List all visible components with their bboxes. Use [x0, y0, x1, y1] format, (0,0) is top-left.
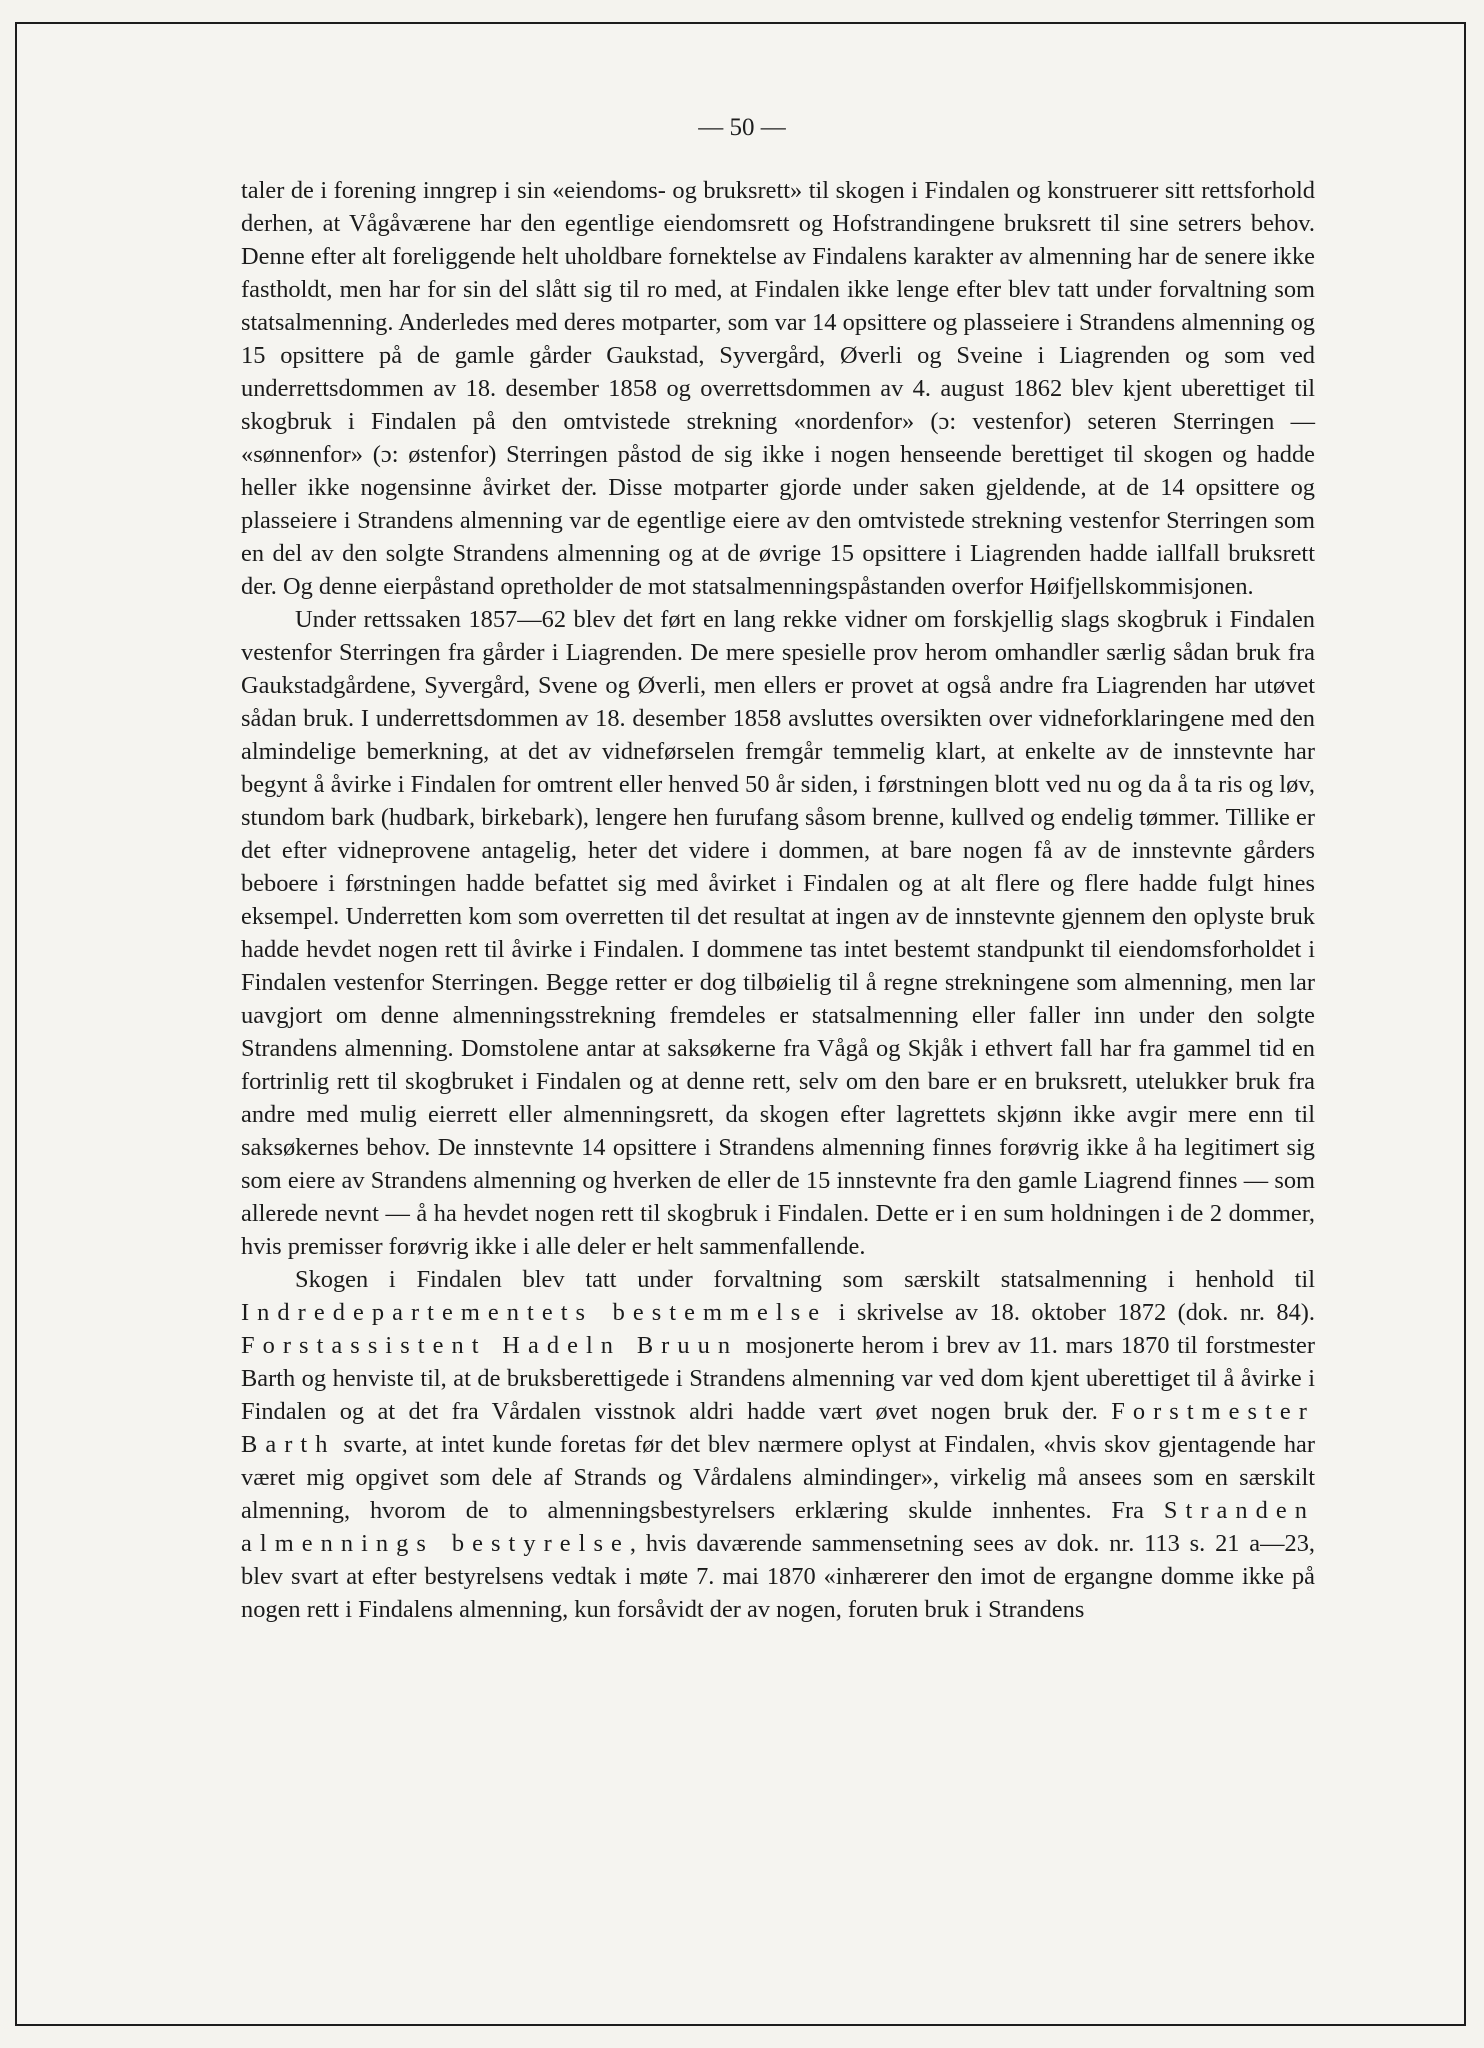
text-segment: Skogen i Findalen blev tatt under forvaltning som særskilt statsalmenning i henhold til — [295, 1266, 1315, 1293]
spaced-name: Stranden almennings bestyrelse — [241, 1497, 1315, 1557]
paragraph — [241, 1263, 1315, 1626]
text-segment: mosjonerte herom i brev av 11. mars 1870 til forstmester Barth og henviste til, at de bruksberettigede i Strandens almenning var ved dom kjent uberettiget til å åvirke i Findalen og at det fra Vårdalen visstnok aldri hadde vært øvet nogen bruk der. — [241, 1332, 1315, 1425]
text-segment: svarte, at intet kunde foretas før det blev nærmere oplyst at Findalen, «hvis skov gjentagende har været mig opgivet som dele af Strands og Vårdalens almindinger», virkelig må ansees som en særskilt almenning, hvorom de to almenningsbestyrelsers erklæring skulde innhentes. Fra — [241, 1431, 1315, 1524]
body-text — [241, 174, 1315, 1626]
paragraph — [241, 174, 1315, 603]
page-number: — 50 — — [698, 114, 786, 141]
text-segment: i skrivelse av 18. oktober 1872 (dok. nr. 84). — [827, 1299, 1315, 1326]
spaced-name: Indredepartementets bestemmelse — [241, 1299, 828, 1326]
text-segment: , hvis daværende sammensetning sees av dok. nr. 113 s. 21 a—23, blev svart at efter bestyrelsens vedtak i møte 7. mai 1870 «inhærerer den imot de ergangne domme ikke på nogen rett i Findalens almenning, kun forsåvidt der av nogen, foruten bruk i Strandens — [241, 1530, 1315, 1623]
spaced-name: Forstassistent Hadeln Bruun — [241, 1332, 739, 1359]
text-segment: taler de i forening inngrep i sin «eiendoms- og bruksrett» til skogen i Findalen og konstruerer sitt rettsforhold derhen, at Vågåværene har den egentlige eiendomsrett og Hofstrandingene bruksrett til sine setrers behov. Denne efter alt foreliggende helt uholdbare fornektelse av Findalens karakter av almenning har de senere ikke fastholdt, men har for sin del slått sig til ro med, at Findalen ikke lenge efter blev tatt under forvaltning som statsalmenning. Anderledes med deres motparter, som var 14 opsittere og plasseiere i Strandens almenning og 15 opsittere på de gamle gårder Gaukstad, Syvergård, Øverli og Sveine i Liagrenden og som ved underrettsdommen av 18. desember 1858 og overrettsdommen av 4. august 1862 blev kjent uberettiget til skogbruk i Findalen på den omtvistede strekning «nordenfor» (ɔ: vestenfor) seteren Sterringen — «sønnenfor» (ɔ: østenfor) Sterringen påstod de sig ikke i nogen henseende berettiget til skogen og hadde heller ikke nogensinne åvirket der. Disse motparter gjorde under saken gjeldende, at de 14 opsittere og plasseiere i Strandens almenning var de egentlige eiere av den omtvistede strekning vestenfor Sterringen som en del av den solgte Strandens almenning og at de øvrige 15 opsittere i Liagrenden hadde iallfall bruksrett der. Og denne eierpåstand opretholder de mot statsalmenningspåstanden overfor Høifjellskommisjonen. — [241, 177, 1315, 600]
spaced-name: Forstmester Barth — [241, 1398, 1315, 1458]
paragraph — [241, 603, 1315, 1263]
text-segment: Under rettssaken 1857—62 blev det ført en lang rekke vidner om forskjellig slags skogbruk i Findalen vestenfor Sterringen fra gårder i Liagrenden. De mere spesielle prov herom omhandler særlig sådan bruk fra Gaukstadgårdene, Syvergård, Svene og Øverli, men ellers er provet at også andre fra Liagrenden har utøvet sådan bruk. I underrettsdommen av 18. desember 1858 avsluttes oversikten over vidneforklaringene med den almindelige bemerkning, at det av vidneførselen fremgår temmelig klart, at enkelte av de innstevnte har begynt å åvirke i Findalen for omtrent eller henved 50 år siden, i førstningen blott ved nu og da å ta ris og løv, stundom bark (hudbark, birkebark), lengere hen furufang såsom brenne, kullved og endelig tømmer. Tillike er det efter vidneprovene antagelig, heter det videre i dommen, at bare nogen få av de innstevnte gårders beboere i førstningen hadde befattet sig med åvirket i Findalen og at alt flere og flere hadde fulgt hines eksempel. Underretten kom som overretten til det resultat at ingen av de innstevnte gjennem den oplyste bruk hadde hevdet nogen rett til åvirke i Findalen. I dommene tas intet bestemt standpunkt til eiendomsforholdet i Findalen vestenfor Sterringen. Begge retter er dog tilbøielig til å regne strekningene som almenning, men lar uavgjort om denne almenningsstrekning fremdeles er statsalmenning eller faller inn under den solgte Strandens almenning. Domstolene antar at saksøkerne fra Vågå og Skjåk i ethvert fall har fra gammel tid en fortrinlig rett til skogbruket i Findalen og at denne rett, selv om den bare er en bruksrett, utelukker bruk fra andre med mulig eierrett eller almenningsrett, da skogen efter lagrettets skjønn ikke avgir mere enn til saksøkernes behov. De innstevnte 14 opsittere i Strandens almenning finnes forøvrig ikke å ha legitimert sig som eiere av Strandens almenning og hverken de eller de 15 innstevnte fra den gamle Liagrend finnes — som allerede nevnt — å ha hevdet nogen rett til skogbruk i Findalen. Dette er i en sum holdningen i de 2 dommer, hvis premisser forøvrig ikke i alle deler er helt sammenfallende. — [241, 606, 1315, 1260]
